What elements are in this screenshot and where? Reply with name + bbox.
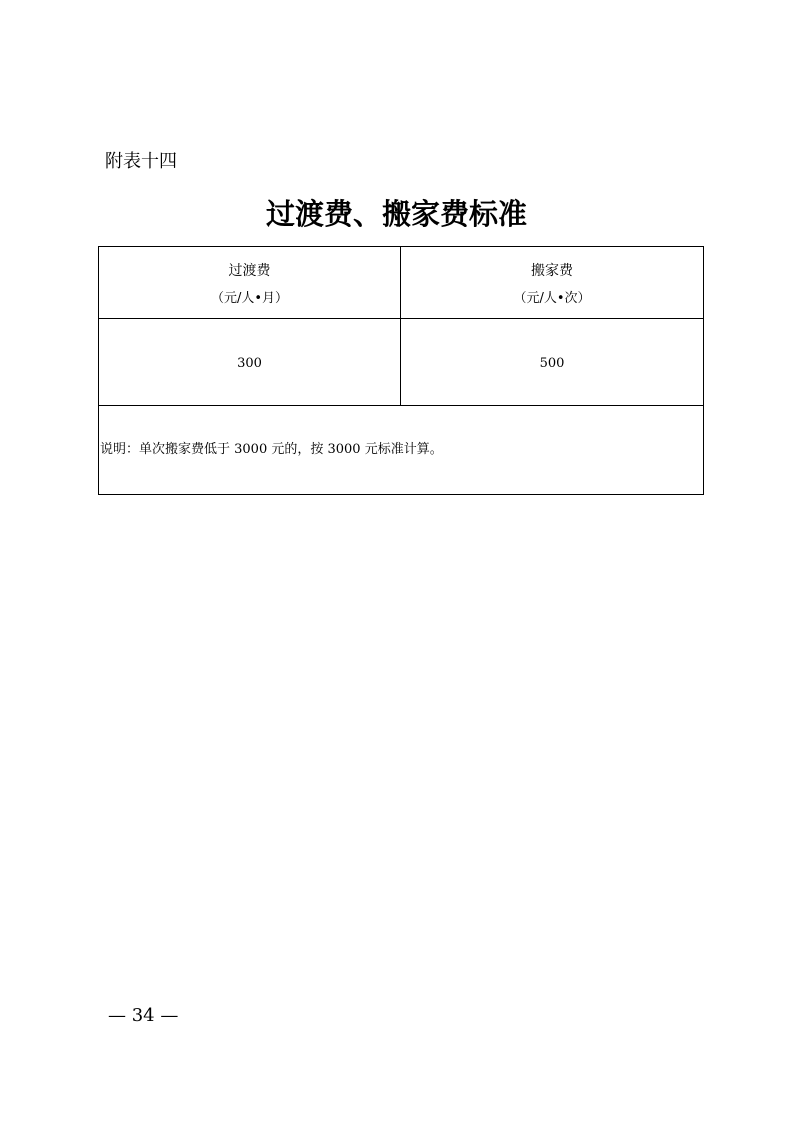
table-note: 说明：单次搬家费低于 3000 元的，按 3000 元标准计算。 [100, 442, 443, 457]
header-moving-fee-name: 搬家费 [531, 262, 573, 279]
table-note-row [99, 406, 704, 495]
header-cell-transition-fee [99, 247, 401, 319]
header-transition-fee-name: 过渡费 [228, 262, 271, 279]
table-value-row [99, 319, 704, 406]
header-transition-fee-unit: （元/人•月） [210, 290, 289, 306]
transition-fee-value: 300 [237, 355, 262, 371]
header-moving-fee-unit: （元/人•次） [513, 290, 591, 306]
moving-fee-value: 500 [539, 355, 565, 371]
annex-label: 附表十四 [105, 151, 177, 172]
page-number: — 34 — [108, 1005, 179, 1026]
table-header-row [99, 247, 704, 319]
value-cell-moving-fee [401, 319, 704, 406]
fee-standard-table [98, 246, 704, 495]
document-title: 过渡费、搬家费标准 [265, 197, 527, 231]
value-cell-transition-fee [99, 319, 401, 406]
header-cell-moving-fee [401, 247, 704, 319]
note-cell [99, 406, 704, 495]
